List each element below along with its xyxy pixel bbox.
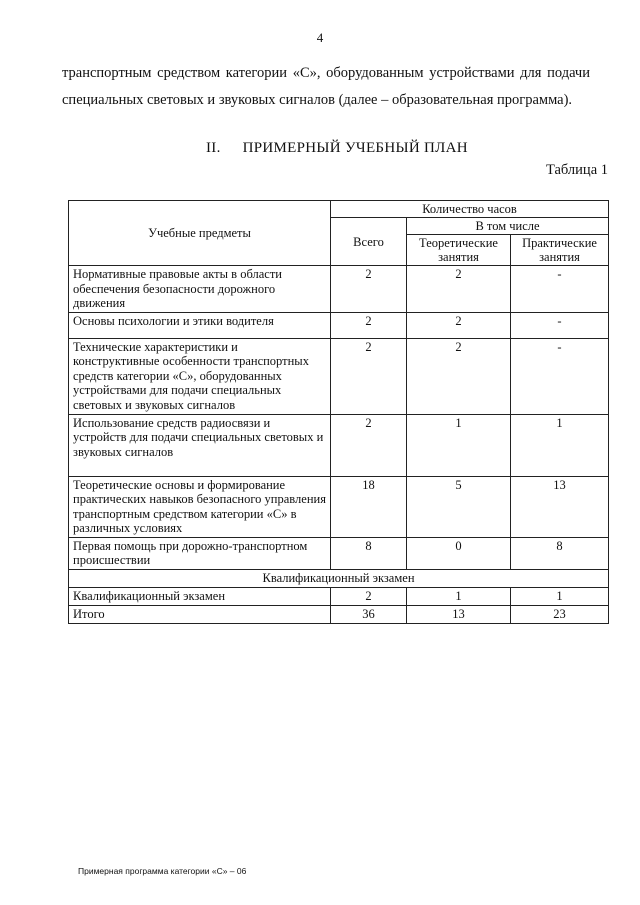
section-heading xyxy=(206,140,468,157)
total-cell: 2 xyxy=(331,266,407,313)
header-practical: Практические занятия xyxy=(511,235,609,266)
practical-cell: - xyxy=(511,266,609,313)
table-row xyxy=(69,266,609,313)
theoretical-cell: 0 xyxy=(407,537,511,569)
intro-paragraph: транспортным средством категории «С», оборудованным устройствами для подачи специальных световых и звуковых сигналов (далее – образовательная программа). xyxy=(62,65,590,108)
exam-section-title: Квалификационный экзамен xyxy=(69,569,609,587)
header-including: В том числе xyxy=(407,218,609,235)
subject-cell: Основы психологии и этики водителя xyxy=(69,312,331,338)
total-cell: 2 xyxy=(331,587,407,605)
total-cell: 18 xyxy=(331,476,407,537)
header-subjects: Учебные предметы xyxy=(69,201,331,266)
header-hours: Количество часов xyxy=(331,201,609,218)
theoretical-cell: 5 xyxy=(407,476,511,537)
subject-cell: Нормативные правовые акты в области обеспечения безопасности дорожного движения xyxy=(69,266,331,313)
theoretical-cell: 1 xyxy=(407,414,511,476)
practical-cell: 1 xyxy=(511,414,609,476)
total-cell: 2 xyxy=(331,338,407,414)
section-title: ПРИМЕРНЫЙ УЧЕБНЫЙ ПЛАН xyxy=(242,140,468,156)
table-row xyxy=(69,338,609,414)
subject-cell: Квалификационный экзамен xyxy=(69,587,331,605)
header-total: Всего xyxy=(331,218,407,266)
page-number: 4 xyxy=(316,30,324,45)
total-cell: 2 xyxy=(331,414,407,476)
table-row xyxy=(69,312,609,338)
section-number: II. xyxy=(206,140,221,156)
practical-cell: 23 xyxy=(511,605,609,623)
exam-row xyxy=(69,587,609,605)
theoretical-cell: 2 xyxy=(407,266,511,313)
curriculum-table xyxy=(68,200,609,624)
exam-section-row xyxy=(69,569,609,587)
total-cell: 36 xyxy=(331,605,407,623)
practical-cell: 8 xyxy=(511,537,609,569)
total-cell: 8 xyxy=(331,537,407,569)
theoretical-cell: 2 xyxy=(407,338,511,414)
table-row xyxy=(69,476,609,537)
practical-cell: - xyxy=(511,338,609,414)
table-row xyxy=(69,537,609,569)
subject-cell: Итого xyxy=(69,605,331,623)
subject-cell: Технические характеристики и конструктивные особенности транспортных средств категории «С», оборудованных устройствами для подачи специальных световых и звуковых сигналов xyxy=(69,338,331,414)
table-caption: Таблица 1 xyxy=(545,162,608,178)
practical-cell: 1 xyxy=(511,587,609,605)
subject-cell: Теоретические основы и формирование практических навыков безопасного управления транспортным средством категории «С» в различных условиях xyxy=(69,476,331,537)
theoretical-cell: 1 xyxy=(407,587,511,605)
practical-cell: - xyxy=(511,312,609,338)
total-row xyxy=(69,605,609,623)
subject-cell: Использование средств радиосвязи и устройств для подачи специальных световых и звуковых сигналов xyxy=(69,414,331,476)
table-row xyxy=(69,414,609,476)
page-footer: Примерная программа категории «С» – 06 xyxy=(78,866,247,876)
header-theoretical: Теоретические занятия xyxy=(407,235,511,266)
subject-cell: Первая помощь при дорожно-транспортном происшествии xyxy=(69,537,331,569)
theoretical-cell: 2 xyxy=(407,312,511,338)
practical-cell: 13 xyxy=(511,476,609,537)
theoretical-cell: 13 xyxy=(407,605,511,623)
total-cell: 2 xyxy=(331,312,407,338)
